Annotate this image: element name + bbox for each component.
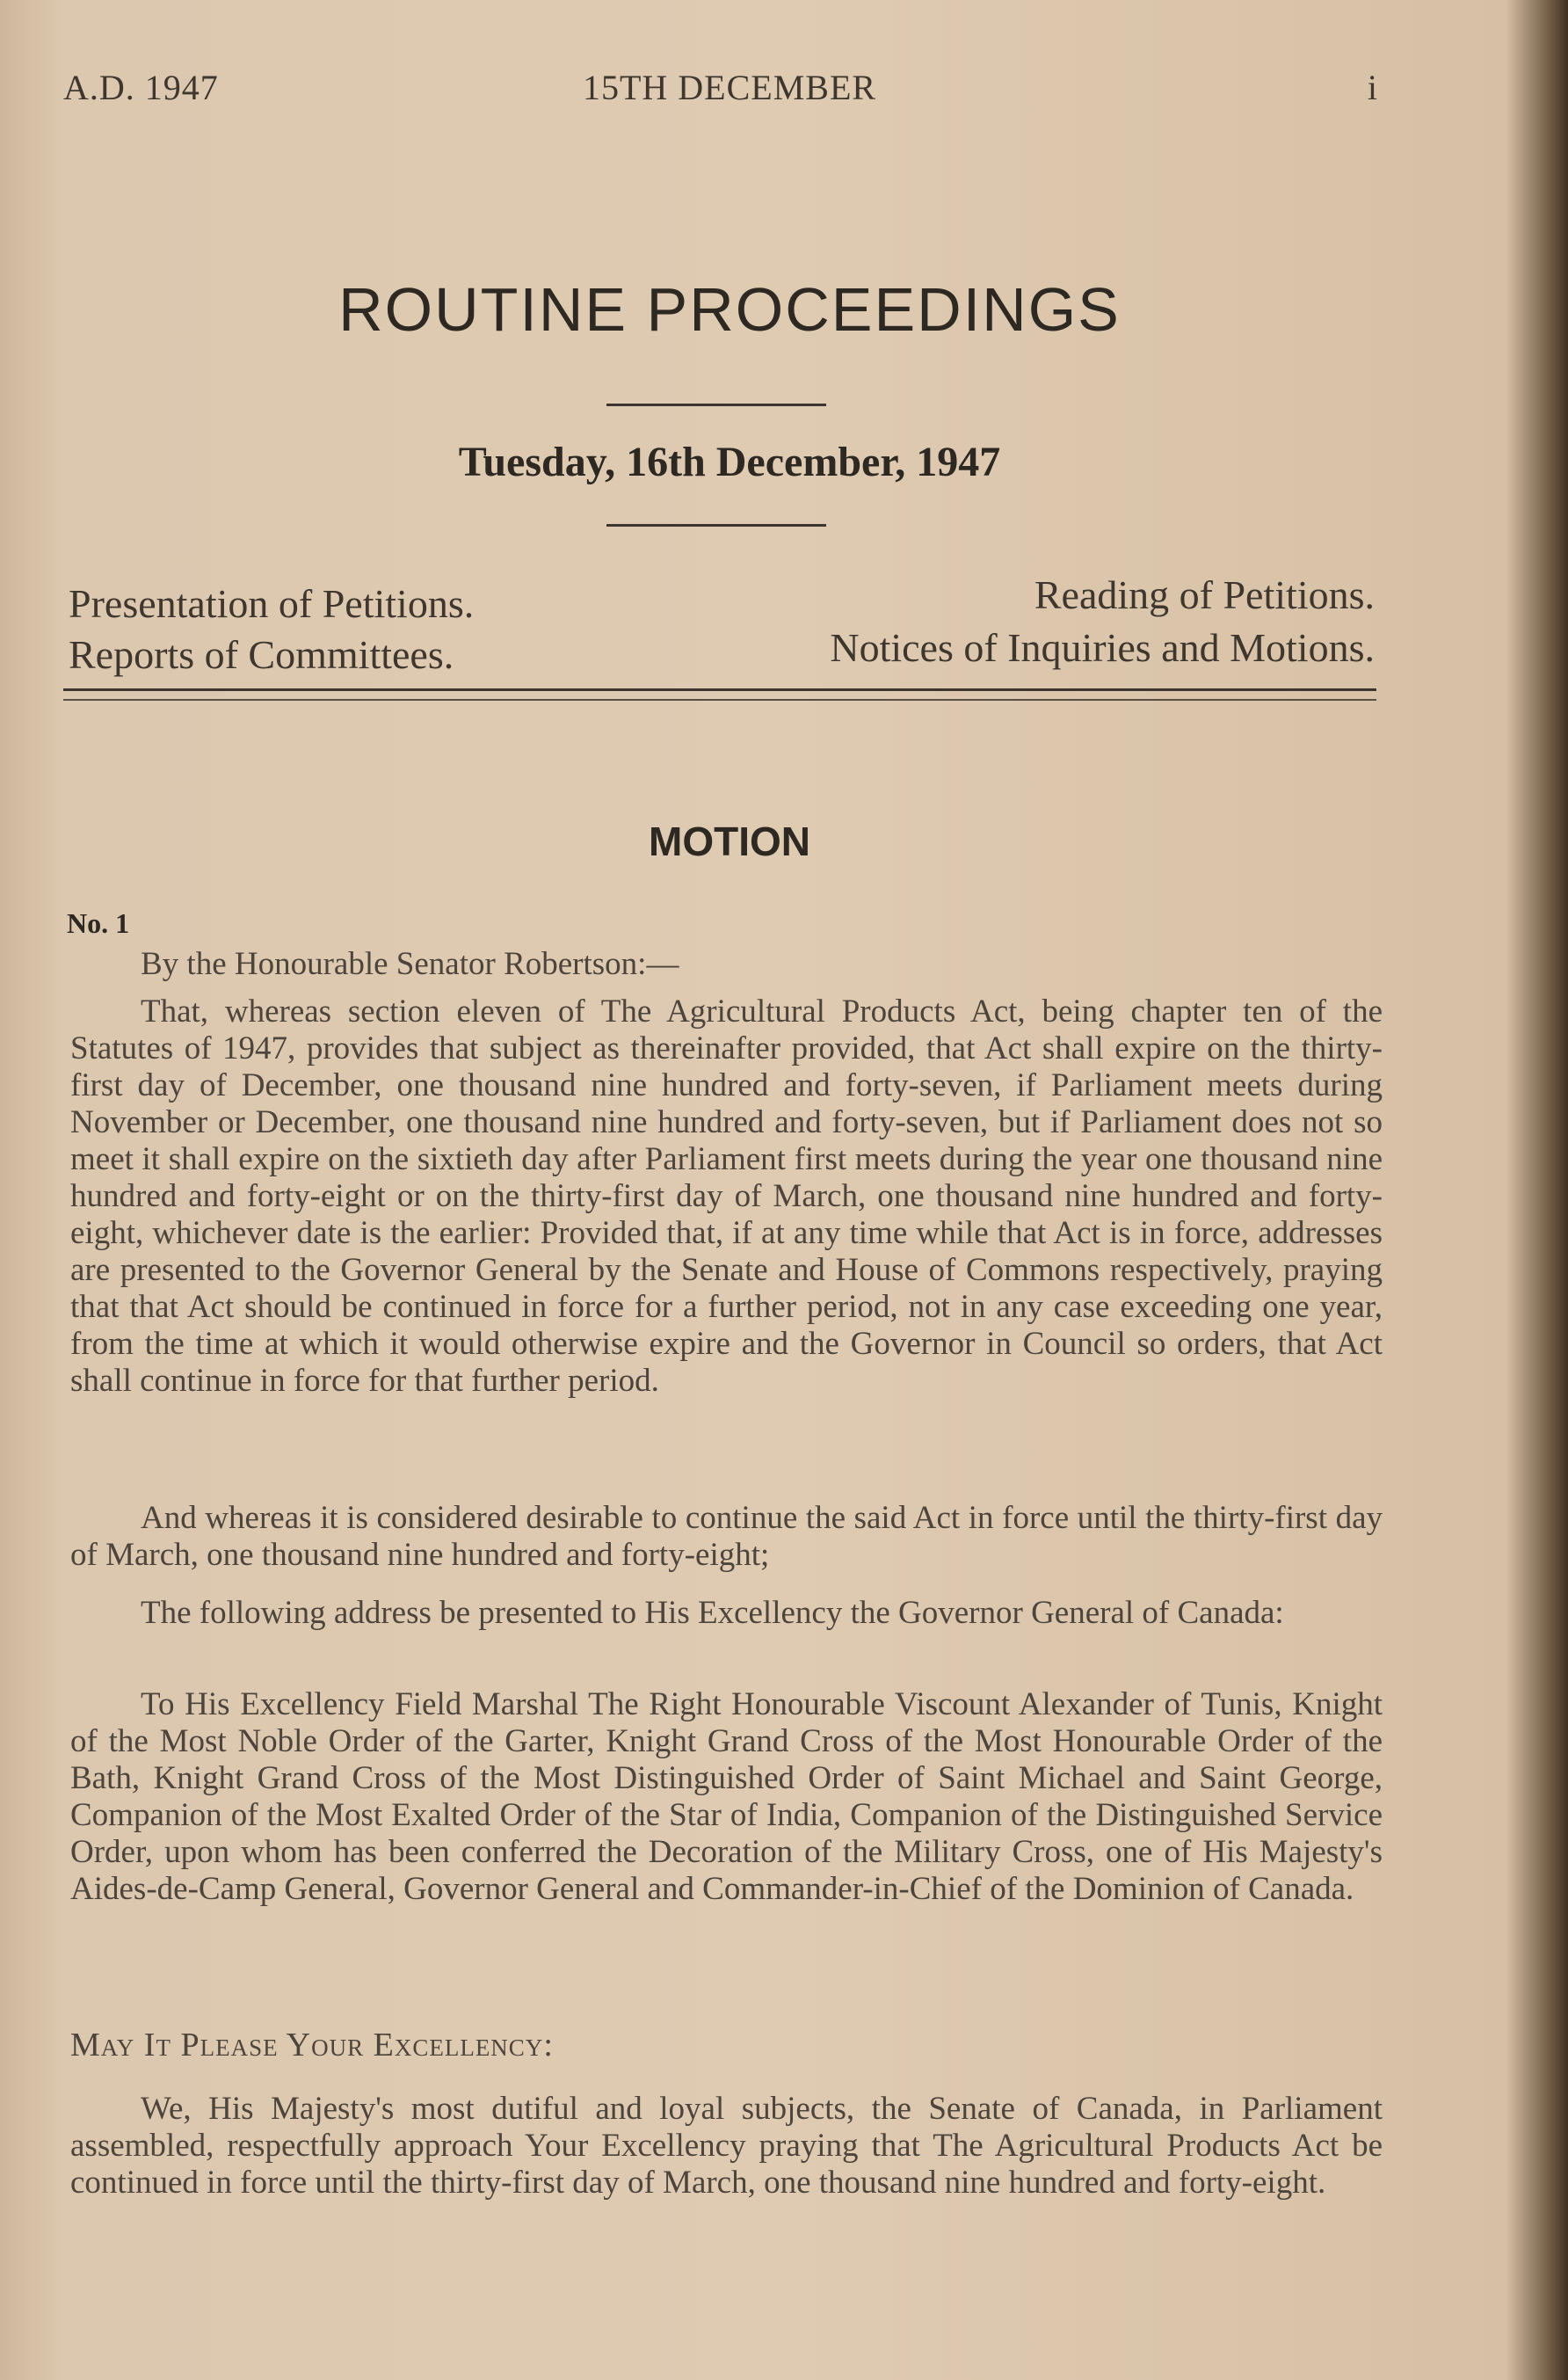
header-date: 15TH DECEMBER	[582, 68, 877, 107]
motion-paragraph-2: And whereas it is considered desirable to continue the said Act in force until the thirty-first day of March, one thousand nine hundred and forty-eight;	[70, 1500, 1383, 1573]
date-rule	[606, 524, 826, 527]
item-reports-of-committees: Reports of Committees.	[69, 632, 454, 677]
motion-paragraph-1: That, whereas section eleven of The Agricultural Products Act, being chapter ten of the Statutes of 1947, provides that subject as thereinafter provided, that Act shall expire on the thirty-first day of December, one thousand nine hundred and forty-seven, if Parliament meets during November or December, one thousand nine hundred and forty-seven, but if Parliament does not so meet it shall expire on the sixtieth day after Parliament first meets during the year one thousand nine hundred and forty-eight or on the thirty-first day of March, one thousand nine hundred and forty-eight, whichever date is the earlier: Provided that, if at any time while that Act is in force, addresses are presented to the Governor General by the Senate and House of Commons respectively, praying that that Act should be continued in force for a further period, not in any case exceeding one year, from the time at which it would otherwise expire and the Governor in Council so orders, that Act shall continue in force for that further period.	[70, 993, 1383, 1399]
motion-paragraph-4: To His Excellency Field Marshal The Right Honourable Viscount Alexander of Tunis, Knight of the Most Noble Order of the Garter, Knight Grand Cross of the Most Honourable Order of the Bath, Knight Grand Cross of the Most Distinguished Order of Saint Michael and Saint George, Companion of the Most Exalted Order of the Star of India, Companion of the Distinguished Service Order, upon whom has been conferred the Decoration of the Military Cross, one of His Majesty's Aides-de-Camp General, Governor General and Commander-in-Chief of the Dominion of Canada.	[70, 1686, 1383, 1907]
page-number: i	[1367, 68, 1378, 107]
motion-paragraph-3: The following address be presented to His Excellency the Governor General of Canada:	[141, 1595, 1284, 1631]
item-presentation-of-petitions: Presentation of Petitions.	[69, 581, 475, 626]
motion-mover: By the Honourable Senator Robertson:—	[141, 946, 679, 982]
item-notices-of-inquiries: Notices of Inquiries and Motions.	[830, 625, 1375, 670]
title-rule	[606, 404, 826, 406]
section-title: MOTION	[649, 819, 810, 864]
header-year: A.D. 1947	[63, 68, 219, 107]
proceedings-date: Tuesday, 16th December, 1947	[458, 439, 1001, 485]
double-rule	[63, 688, 1376, 701]
salutation: May It Please Your Excellency:	[70, 2027, 554, 2063]
motion-paragraph-5: We, His Majesty's most dutiful and loyal subjects, the Senate of Canada, in Parliament assembled, respectfully approach Your Excellency praying that The Agricultural Products Act be continued in force until the thirty-first day of March, one thousand nine hundred and forty-eight.	[70, 2091, 1383, 2201]
page-title: ROUTINE PROCEEDINGS	[338, 275, 1121, 344]
item-reading-of-petitions: Reading of Petitions.	[1034, 572, 1375, 617]
motion-number: No. 1	[67, 907, 130, 939]
